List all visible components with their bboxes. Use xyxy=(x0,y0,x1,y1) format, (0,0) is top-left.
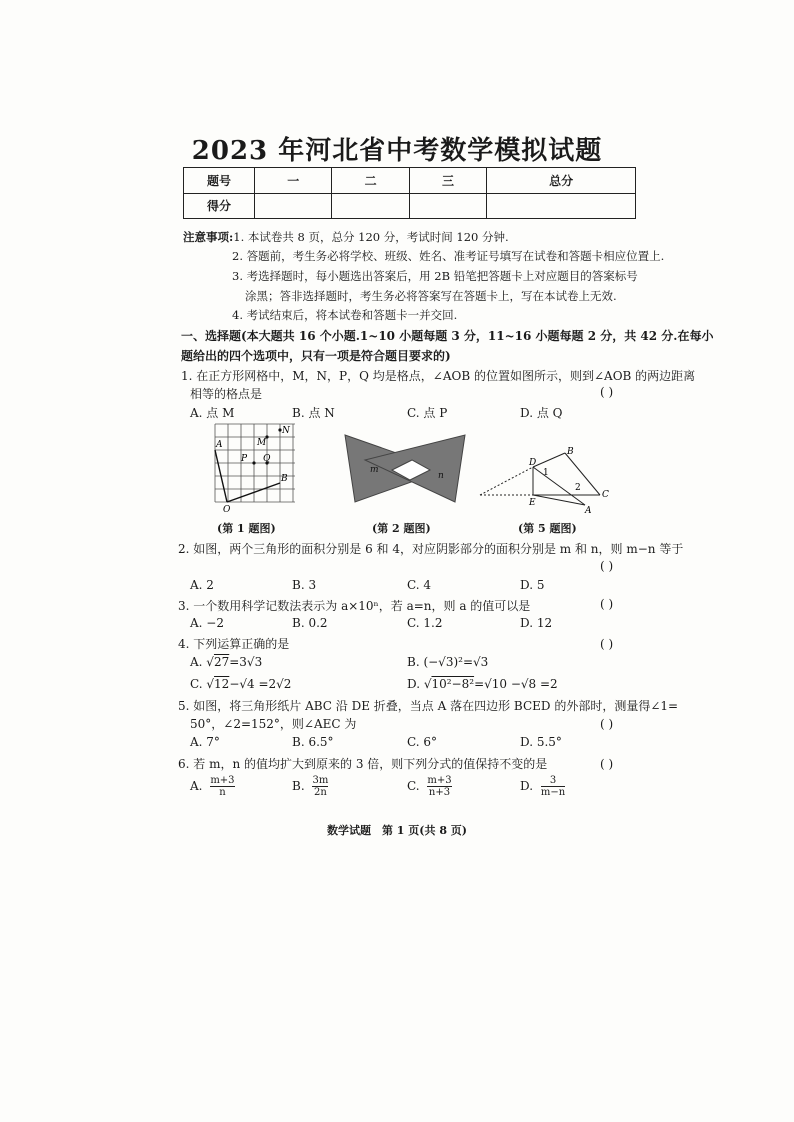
score-blank[interactable] xyxy=(409,193,486,219)
q2-option-b: B. 3 xyxy=(292,578,317,592)
q4-option-a: A. √27=3√3 xyxy=(190,655,263,669)
note-2: 2. 答题前，考生务必将学校、班级、姓名、准考证号填写在试卷和答题卡相应位置上. xyxy=(232,249,665,263)
q4-option-d: D. √10²−8²=√10 −√8 =2 xyxy=(407,677,558,691)
q4-answer-paren[interactable]: ( ) xyxy=(600,637,614,651)
q4-option-c: C. √12−√4 =2√2 xyxy=(190,677,292,691)
fig5-label-c: C xyxy=(602,490,609,500)
fig2-caption: (第 2 题图) xyxy=(372,522,431,535)
q1-option-d: D. 点 Q xyxy=(520,406,563,420)
score-cell-1: 一 xyxy=(255,168,332,194)
score-cell-3: 三 xyxy=(409,168,486,194)
page-title: 2023 年河北省中考数学模拟试题 xyxy=(191,136,603,166)
note-3a: 3. 考选择题时，每小题选出答案后，用 2B 铅笔把答题卡上对应题目的答案标号 xyxy=(232,269,638,283)
figure-5-fold xyxy=(475,445,615,515)
fraction: $\frac{3}{m-n}$ xyxy=(540,775,566,798)
q2-stem: 2. 如图，两个三角形的面积分别是 6 和 4，对应阴影部分的面积分别是 m 和 n，则 m−n 等于 xyxy=(178,542,684,556)
note-1: 1. 本试卷共 8 页，总分 120 分，考试时间 120 分钟. xyxy=(233,230,509,244)
q3-answer-paren[interactable]: ( ) xyxy=(600,597,614,611)
q6-option-a: A. $\frac{m+3}{n}$ xyxy=(190,775,235,798)
fig5-label-e: E xyxy=(529,498,536,508)
q4-option-b: B. (−√3)²=√3 xyxy=(407,655,489,669)
score-table-score-row xyxy=(184,193,636,219)
fig1-caption: (第 1 题图) xyxy=(217,522,276,535)
q1-answer-paren[interactable]: ( ) xyxy=(600,385,614,399)
fraction: $\frac{m+3}{n+3}$ xyxy=(427,775,452,798)
q1-option-a: A. 点 M xyxy=(190,406,235,420)
score-cell-2: 二 xyxy=(332,168,409,194)
q5-option-a: A. 7° xyxy=(190,735,220,749)
q6-answer-paren[interactable]: ( ) xyxy=(600,757,614,771)
q5-stem-line1: 5. 如图，将三角形纸片 ABC 沿 DE 折叠，当点 A 落在四边形 BCED 的外部时，测量得∠1= xyxy=(178,699,679,713)
fig5-label-1: 1 xyxy=(543,468,549,478)
fig5-label-a: A xyxy=(585,506,592,515)
fig2-label-m: m xyxy=(370,465,379,475)
notes-label: 注意事项: xyxy=(183,230,234,244)
page-footer: 数学试题 第 1 页(共 8 页) xyxy=(326,824,468,837)
q5-option-c: C. 6° xyxy=(407,735,438,749)
q2-option-c: C. 4 xyxy=(407,578,432,592)
fraction: $\frac{3m}{2n}$ xyxy=(312,775,329,798)
q6-option-c: C. $\frac{m+3}{n+3}$ xyxy=(407,775,452,798)
q3-option-b: B. 0.2 xyxy=(292,616,328,630)
fraction: $\frac{m+3}{n}$ xyxy=(210,775,235,798)
fig1-label-o: O xyxy=(223,505,231,513)
q3-option-d: D. 12 xyxy=(520,616,553,630)
q5-answer-paren[interactable]: ( ) xyxy=(600,717,614,731)
q2-option-d: D. 5 xyxy=(520,578,545,592)
q5-option-d: D. 5.5° xyxy=(520,735,562,749)
score-blank[interactable] xyxy=(487,193,636,219)
figure-2-triangles xyxy=(340,430,470,505)
score-row-label: 得分 xyxy=(184,193,255,219)
score-blank[interactable] xyxy=(332,193,409,219)
fig5-label-2: 2 xyxy=(575,483,581,493)
score-table xyxy=(183,167,636,219)
fig1-label-b: B xyxy=(281,474,288,484)
notes-line-1 xyxy=(183,229,509,245)
fig2-label-n: n xyxy=(438,471,444,481)
note-4: 4. 考试结束后，将本试卷和答题卡一并交回. xyxy=(232,308,458,322)
q1-option-c: C. 点 P xyxy=(407,406,448,420)
fig1-label-n: N xyxy=(282,426,290,436)
q3-option-c: C. 1.2 xyxy=(407,616,443,630)
q1-option-b: B. 点 N xyxy=(292,406,335,420)
q5-stem-line2: 50°，∠2=152°，则∠AEC 为 xyxy=(190,717,357,731)
q3-stem: 3. 一个数用科学记数法表示为 a×10ⁿ，若 a=n，则 a 的值可以是 xyxy=(178,599,531,613)
q6-option-d: D. $\frac{3}{m-n}$ xyxy=(520,775,566,798)
score-table-header-row xyxy=(184,168,636,194)
section1-line2: 题给出的四个选项中，只有一项是符合题目要求的) xyxy=(181,349,451,363)
fig1-label-a: A xyxy=(216,440,223,450)
fig5-caption: (第 5 题图) xyxy=(518,522,577,535)
fig1-label-q: Q xyxy=(263,454,271,464)
score-cell-label: 题号 xyxy=(184,168,255,194)
fig5-label-b: B xyxy=(567,447,574,457)
q1-stem-line2: 相等的格点是 xyxy=(190,387,263,401)
score-blank[interactable] xyxy=(255,193,332,219)
fig1-label-m: M xyxy=(257,438,267,448)
q5-option-b: B. 6.5° xyxy=(292,735,334,749)
q3-option-a: A. −2 xyxy=(190,616,224,630)
q4-stem: 4. 下列运算正确的是 xyxy=(178,637,290,651)
fig1-label-p: P xyxy=(241,454,248,464)
q2-option-a: A. 2 xyxy=(190,578,214,592)
q2-answer-paren[interactable]: ( ) xyxy=(600,559,614,573)
q6-stem: 6. 若 m，n 的值均扩大到原来的 3 倍，则下列分式的值保持不变的是 xyxy=(178,757,548,771)
q1-stem-line1: 1. 在正方形网格中，M，N，P，Q 均是格点，∠AOB 的位置如图所示，则到∠AOB 的两边距离 xyxy=(181,369,696,383)
score-cell-total: 总分 xyxy=(487,168,636,194)
figure-1-grid xyxy=(205,418,305,513)
q6-option-b: B. $\frac{3m}{2n}$ xyxy=(292,775,329,798)
note-3b: 涂黑；答非选择题时，考生务必将答案写在答题卡上，写在本试卷上无效. xyxy=(245,289,617,303)
fig5-label-d: D xyxy=(529,458,537,468)
section1-line1: 一、选择题(本大题共 16 个小题.1~10 小题每题 3 分，11~16 小题每题 2 分，共 42 分.在每小 xyxy=(181,329,714,343)
